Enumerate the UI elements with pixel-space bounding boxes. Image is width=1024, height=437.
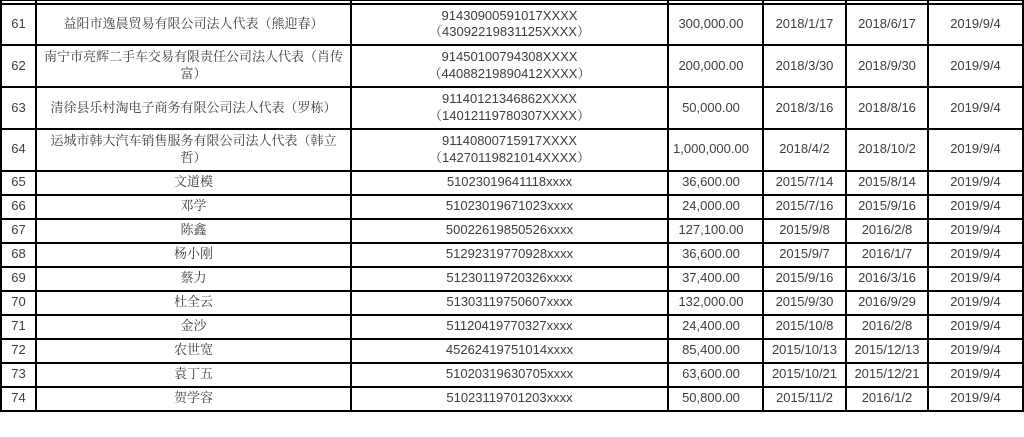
end-date-cell: 2015/12/21 — [846, 363, 928, 387]
name-cell: 文道模 — [36, 171, 351, 195]
row-number-cell: 72 — [1, 339, 36, 363]
record-date-cell: 2019/9/4 — [928, 267, 1023, 291]
start-date-cell: 2015/10/21 — [763, 363, 846, 387]
end-date-cell: 2016/9/29 — [846, 291, 928, 315]
row-number-cell: 63 — [1, 87, 36, 129]
start-date-cell: 2015/11/2 — [763, 387, 846, 411]
id-number-cell: 50022619850526xxxx — [351, 219, 668, 243]
row-number-cell: 71 — [1, 315, 36, 339]
amount-cell: 36,600.00 — [668, 243, 763, 267]
record-date-cell: 2019/9/4 — [928, 339, 1023, 363]
table-row — [1, 315, 1023, 339]
id-number-cell: 51303119750607xxxx — [351, 291, 668, 315]
end-date-cell: 2016/2/8 — [846, 315, 928, 339]
amount-cell: 37,400.00 — [668, 267, 763, 291]
amount-cell: 36,600.00 — [668, 171, 763, 195]
id-number-cell: 91140800715917XXXX （14270119821014XXXX） — [351, 129, 668, 171]
start-date-cell: 2018/3/16 — [763, 87, 846, 129]
start-date-cell: 2015/10/8 — [763, 315, 846, 339]
name-cell: 农世宽 — [36, 339, 351, 363]
end-date-cell: 2018/9/30 — [846, 45, 928, 87]
row-number-cell: 67 — [1, 219, 36, 243]
name-cell: 清徐县乐村淘电子商务有限公司法人代表（罗栋） — [36, 87, 351, 129]
end-date-cell: 2018/10/2 — [846, 129, 928, 171]
record-date-cell: 2019/9/4 — [928, 87, 1023, 129]
end-date-cell: 2016/2/8 — [846, 219, 928, 243]
start-date-cell: 2015/9/7 — [763, 243, 846, 267]
record-date-cell: 2019/9/4 — [928, 195, 1023, 219]
name-cell: 贺学容 — [36, 387, 351, 411]
end-date-cell: 2018/6/17 — [846, 4, 928, 46]
id-number-cell: 51230119720326xxxx — [351, 267, 668, 291]
row-number-cell: 65 — [1, 171, 36, 195]
amount-cell: 24,400.00 — [668, 315, 763, 339]
table-row — [1, 291, 1023, 315]
record-date-cell: 2019/9/4 — [928, 387, 1023, 411]
table-row — [1, 243, 1023, 267]
table-row — [1, 339, 1023, 363]
amount-cell: 200,000.00 — [668, 45, 763, 87]
name-cell: 蔡力 — [36, 267, 351, 291]
row-number-cell: 62 — [1, 45, 36, 87]
id-number-cell: 51020319630705xxxx — [351, 363, 668, 387]
id-number-cell: 91450100794308XXXX （44088219890412XXXX） — [351, 45, 668, 87]
table-row — [1, 363, 1023, 387]
name-cell: 益阳市逸晨贸易有限公司法人代表（熊迎春） — [36, 4, 351, 46]
id-number-cell: 51120419770327xxxx — [351, 315, 668, 339]
start-date-cell: 2018/1/17 — [763, 4, 846, 46]
record-date-cell: 2019/9/4 — [928, 363, 1023, 387]
name-cell: 陈鑫 — [36, 219, 351, 243]
id-number-cell: 51023019641118xxxx — [351, 171, 668, 195]
table-row — [1, 87, 1023, 129]
name-cell: 邓学 — [36, 195, 351, 219]
name-cell: 南宁市亮辉二手车交易有限责任公司法人代表（肖传富） — [36, 45, 351, 87]
table-row — [1, 45, 1023, 87]
table-row — [1, 387, 1023, 411]
start-date-cell: 2015/7/16 — [763, 195, 846, 219]
record-date-cell: 2019/9/4 — [928, 291, 1023, 315]
id-number-cell: 91140121346862XXXX （14012119780307XXXX） — [351, 87, 668, 129]
table-row — [1, 219, 1023, 243]
row-number-cell: 61 — [1, 4, 36, 46]
row-number-cell: 64 — [1, 129, 36, 171]
record-date-cell: 2019/9/4 — [928, 129, 1023, 171]
record-date-cell: 2019/9/4 — [928, 4, 1023, 46]
end-date-cell: 2016/1/7 — [846, 243, 928, 267]
id-number-cell: 51023019671023xxxx — [351, 195, 668, 219]
id-number-cell: 51292319770928xxxx — [351, 243, 668, 267]
table-row — [1, 195, 1023, 219]
start-date-cell: 2015/9/30 — [763, 291, 846, 315]
end-date-cell: 2015/8/14 — [846, 171, 928, 195]
start-date-cell: 2015/10/13 — [763, 339, 846, 363]
amount-cell: 63,600.00 — [668, 363, 763, 387]
table-body — [1, 1, 1023, 411]
row-number-cell: 66 — [1, 195, 36, 219]
table-row — [1, 4, 1023, 46]
end-date-cell: 2016/1/2 — [846, 387, 928, 411]
start-date-cell: 2015/9/8 — [763, 219, 846, 243]
amount-cell: 132,000.00 — [668, 291, 763, 315]
table-row — [1, 129, 1023, 171]
row-number-cell: 74 — [1, 387, 36, 411]
record-date-cell: 2019/9/4 — [928, 219, 1023, 243]
end-date-cell: 2015/12/13 — [846, 339, 928, 363]
row-number-cell: 70 — [1, 291, 36, 315]
row-number-cell: 68 — [1, 243, 36, 267]
amount-cell: 50,000.00 — [668, 87, 763, 129]
name-cell: 杜全云 — [36, 291, 351, 315]
start-date-cell: 2015/9/16 — [763, 267, 846, 291]
end-date-cell: 2015/9/16 — [846, 195, 928, 219]
end-date-cell: 2016/3/16 — [846, 267, 928, 291]
record-date-cell: 2019/9/4 — [928, 45, 1023, 87]
id-number-cell: 51023119701203xxxx — [351, 387, 668, 411]
amount-cell: 85,400.00 — [668, 339, 763, 363]
name-cell: 金沙 — [36, 315, 351, 339]
amount-cell: 24,000.00 — [668, 195, 763, 219]
table-row — [1, 267, 1023, 291]
table-row — [1, 171, 1023, 195]
record-date-cell: 2019/9/4 — [928, 243, 1023, 267]
id-number-cell: 45262419751014xxxx — [351, 339, 668, 363]
end-date-cell: 2018/8/16 — [846, 87, 928, 129]
start-date-cell: 2018/3/30 — [763, 45, 846, 87]
name-cell: 运城市韩大汽车销售服务有限公司法人代表（韩立哲） — [36, 129, 351, 171]
row-number-cell: 69 — [1, 267, 36, 291]
amount-cell: 300,000.00 — [668, 4, 763, 46]
amount-cell: 50,800.00 — [668, 387, 763, 411]
amount-cell: 1,000,000.00 — [668, 129, 763, 171]
record-date-cell: 2019/9/4 — [928, 315, 1023, 339]
amount-cell: 127,100.00 — [668, 219, 763, 243]
id-number-cell: 91430900591017XXXX （43092219831125XXXX） — [351, 4, 668, 46]
start-date-cell: 2015/7/14 — [763, 171, 846, 195]
record-date-cell: 2019/9/4 — [928, 171, 1023, 195]
name-cell: 杨小刚 — [36, 243, 351, 267]
start-date-cell: 2018/4/2 — [763, 129, 846, 171]
row-number-cell: 73 — [1, 363, 36, 387]
name-cell: 袁丁五 — [36, 363, 351, 387]
